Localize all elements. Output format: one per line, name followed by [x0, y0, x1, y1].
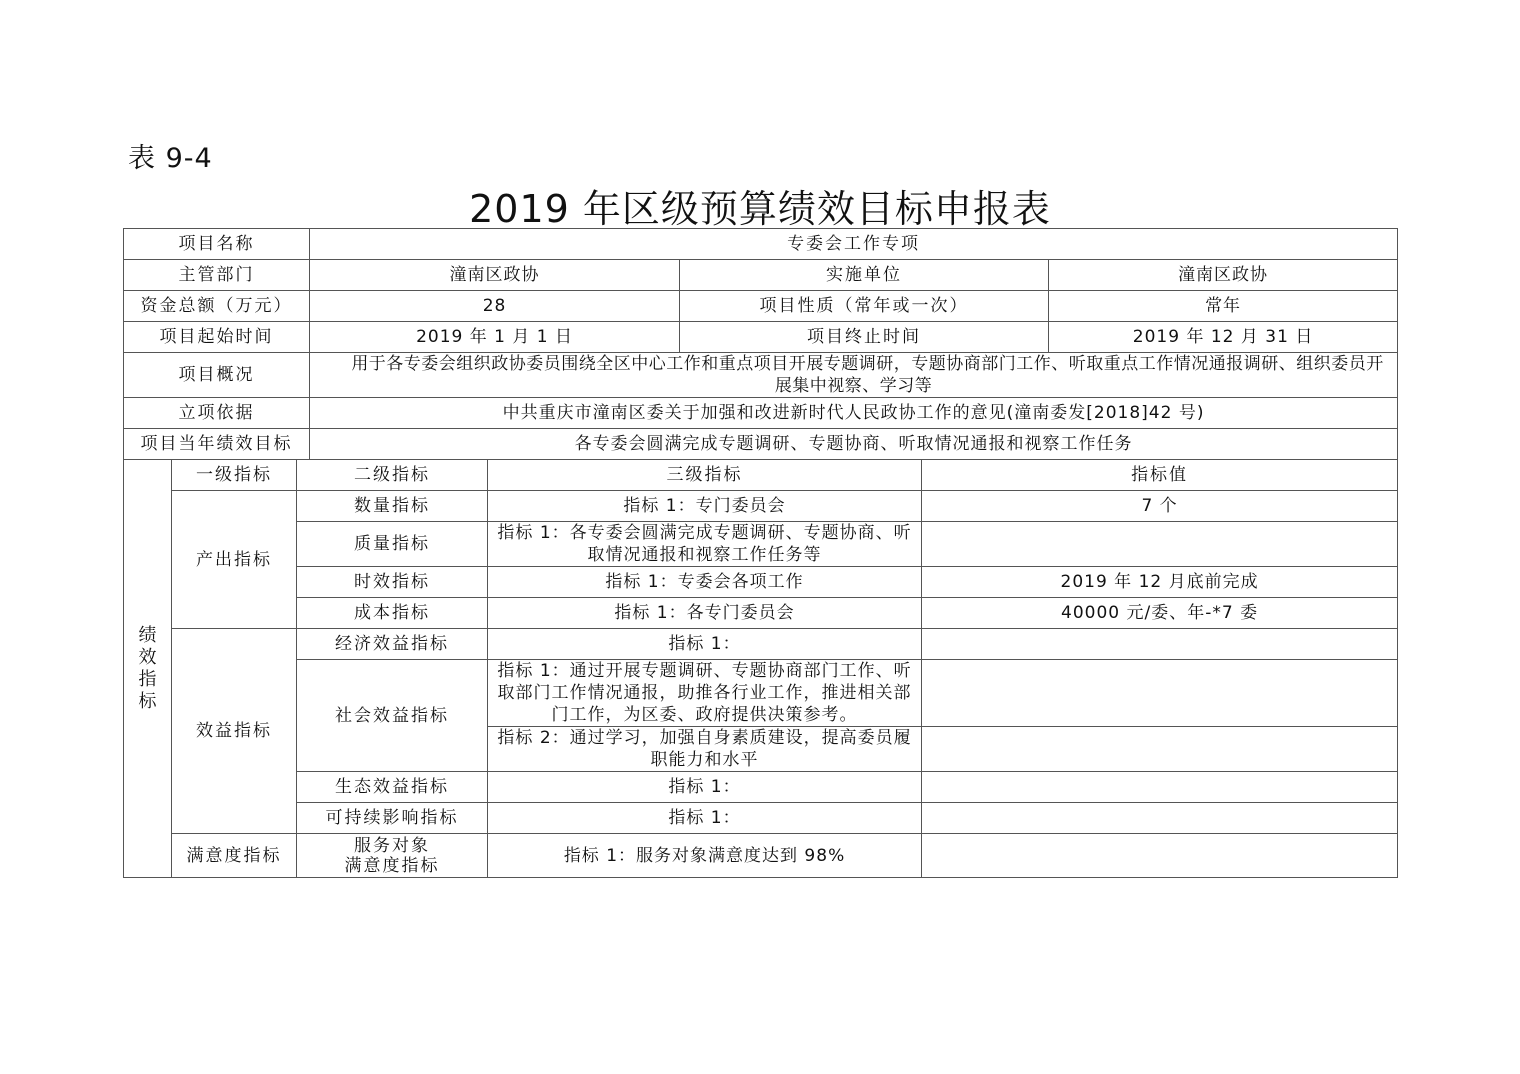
fund-label: 资金总额（万元）: [124, 291, 310, 322]
indicator-header-row: [124, 460, 1398, 491]
table-row: [124, 629, 1398, 660]
header-level1: 一级指标: [172, 460, 297, 491]
quantity-l2: 数量指标: [297, 491, 488, 522]
dept-value: 潼南区政协: [310, 260, 680, 291]
service-l2: 服务对象 满意度指标: [297, 834, 488, 878]
quantity-value: 7 个: [922, 491, 1398, 522]
ecological-l3: 指标 1：: [488, 772, 922, 803]
project-name-value: 专委会工作专项: [310, 229, 1398, 260]
cost-value: 40000 元/委、年-*7 委: [922, 598, 1398, 629]
sustainable-l2: 可持续影响指标: [297, 803, 488, 834]
project-name-label: 项目名称: [124, 229, 310, 260]
performance-form-table: [123, 228, 1398, 878]
impl-label: 实施单位: [680, 260, 1049, 291]
project-name-row: [124, 229, 1398, 260]
fund-value: 28: [310, 291, 680, 322]
table-row: [124, 522, 1398, 567]
table-row: [124, 567, 1398, 598]
service-value: [922, 834, 1398, 878]
output-indicator-label: 产出指标: [172, 491, 297, 629]
table-row: [124, 803, 1398, 834]
social-l2: 社会效益指标: [297, 660, 488, 772]
social-value-1: [922, 660, 1398, 727]
table-row: [124, 598, 1398, 629]
economic-value: [922, 629, 1398, 660]
timeliness-l3: 指标 1：专委会各项工作: [488, 567, 922, 598]
social-value-2: [922, 727, 1398, 772]
goal-row: [124, 429, 1398, 460]
basis-label: 立项依据: [124, 398, 310, 429]
timeliness-l2: 时效指标: [297, 567, 488, 598]
header-value: 指标值: [922, 460, 1398, 491]
sustainable-l3: 指标 1：: [488, 803, 922, 834]
page-title: 2019 年区级预算绩效目标申报表: [469, 187, 1051, 231]
cost-l3: 指标 1：各专门委员会: [488, 598, 922, 629]
nature-value: 常年: [1049, 291, 1398, 322]
ecological-value: [922, 772, 1398, 803]
header-level2: 二级指标: [297, 460, 488, 491]
summary-row: [124, 353, 1398, 398]
goal-value: 各专委会圆满完成专题调研、专题协商、听取情况通报和视察工作任务: [310, 429, 1398, 460]
cost-l2: 成本指标: [297, 598, 488, 629]
table-row: [124, 491, 1398, 522]
goal-label: 项目当年绩效目标: [124, 429, 310, 460]
nature-label: 项目性质（常年或一次）: [680, 291, 1049, 322]
table-row: [124, 834, 1398, 878]
quality-l3: 指标 1：各专委会圆满完成专题调研、专题协商、听取情况通报和视察工作任务等: [488, 522, 922, 567]
economic-l3: 指标 1：: [488, 629, 922, 660]
perf-indicator-label: 绩效指标: [124, 460, 172, 878]
department-row: [124, 260, 1398, 291]
quality-l2: 质量指标: [297, 522, 488, 567]
table-number: 表 9-4: [128, 143, 213, 174]
satisfaction-indicator-label: 满意度指标: [172, 834, 297, 878]
quality-value: [922, 522, 1398, 567]
table-row: [124, 660, 1398, 727]
social-l3-1: 指标 1：通过开展专题调研、专题协商部门工作、听取部门工作情况通报，助推各行业工作，推进相关部门工作，为区委、政府提供决策参考。: [488, 660, 922, 727]
benefit-indicator-label: 效益指标: [172, 629, 297, 834]
header-level3: 三级指标: [488, 460, 922, 491]
end-value: 2019 年 12 月 31 日: [1049, 322, 1398, 353]
fund-row: [124, 291, 1398, 322]
impl-value: 潼南区政协: [1049, 260, 1398, 291]
dept-label: 主管部门: [124, 260, 310, 291]
social-l3-2: 指标 2：通过学习，加强自身素质建设，提高委员履职能力和水平: [488, 727, 922, 772]
service-l3: 指标 1：服务对象满意度达到 98%: [488, 834, 922, 878]
start-value: 2019 年 1 月 1 日: [310, 322, 680, 353]
time-row: [124, 322, 1398, 353]
table-row: [124, 772, 1398, 803]
economic-l2: 经济效益指标: [297, 629, 488, 660]
basis-value: 中共重庆市潼南区委关于加强和改进新时代人民政协工作的意见(潼南委发[2018]42 号): [310, 398, 1398, 429]
end-label: 项目终止时间: [680, 322, 1049, 353]
summary-label: 项目概况: [124, 353, 310, 398]
quantity-l3: 指标 1：专门委员会: [488, 491, 922, 522]
ecological-l2: 生态效益指标: [297, 772, 488, 803]
start-label: 项目起始时间: [124, 322, 310, 353]
summary-value: 用于各专委会组织政协委员围绕全区中心工作和重点项目开展专题调研，专题协商部门工作、听取重点工作情况通报调研、组织委员开展集中视察、学习等: [310, 353, 1398, 398]
sustainable-value: [922, 803, 1398, 834]
timeliness-value: 2019 年 12 月底前完成: [922, 567, 1398, 598]
basis-row: [124, 398, 1398, 429]
